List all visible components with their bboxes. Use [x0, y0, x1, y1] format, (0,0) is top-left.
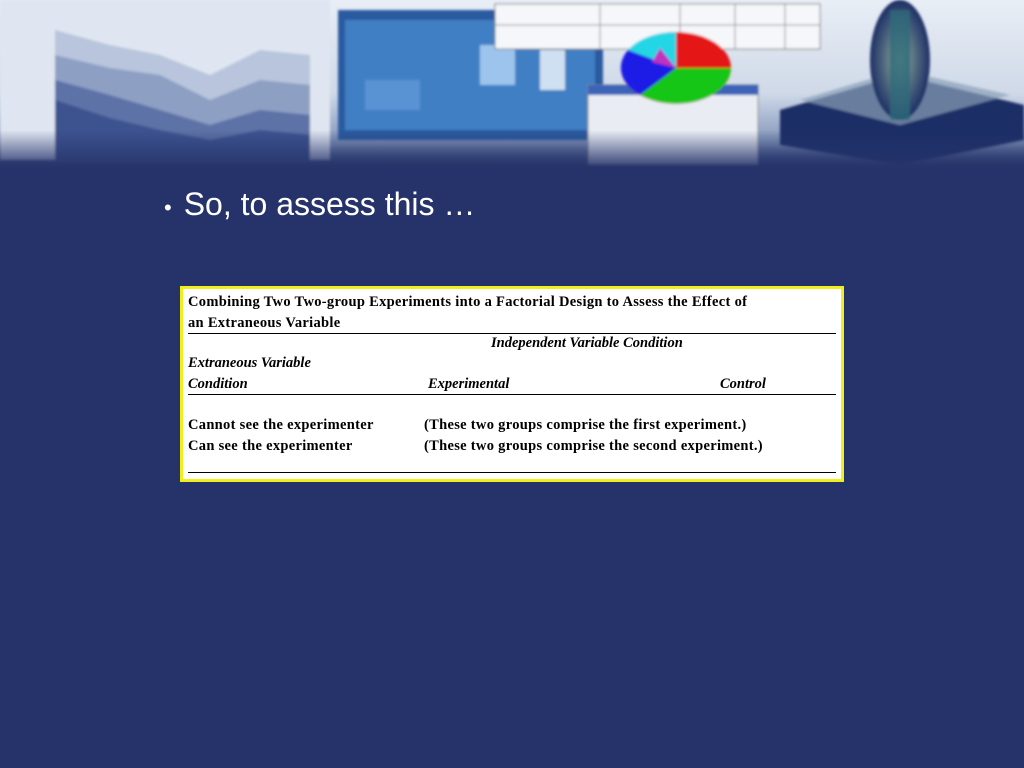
table-rule: [188, 472, 836, 473]
header-banner: [0, 0, 1024, 170]
pie-chart: [621, 32, 731, 104]
bullet-dot: •: [164, 195, 172, 220]
ev-header-line1: Extraneous Variable: [188, 355, 311, 371]
bar: [540, 50, 565, 90]
bar: [365, 80, 420, 110]
row-label: Can see the experimenter: [188, 438, 353, 454]
bar: [480, 45, 515, 85]
row-note: (These two groups comprise the first experiment.): [424, 417, 747, 433]
col-control: Control: [720, 376, 766, 392]
iv-header: Independent Variable Condition: [491, 335, 683, 351]
ev-header-line2: Condition: [188, 376, 248, 392]
bullet-point: [164, 186, 475, 223]
col-experimental: Experimental: [428, 376, 510, 392]
table-rule: [188, 333, 836, 334]
table-rule: [188, 394, 836, 395]
table-title-line1: Combining Two Two-group Experiments into a Factorial Design to Assess the Effect of: [188, 294, 748, 310]
factorial-design-table: [180, 286, 844, 482]
bullet-text: So, to assess this …: [183, 186, 476, 222]
row-label: Cannot see the experimenter: [188, 417, 374, 433]
table-title-line2: an Extraneous Variable: [188, 315, 341, 331]
row-note: (These two groups comprise the second experiment.): [424, 438, 763, 454]
